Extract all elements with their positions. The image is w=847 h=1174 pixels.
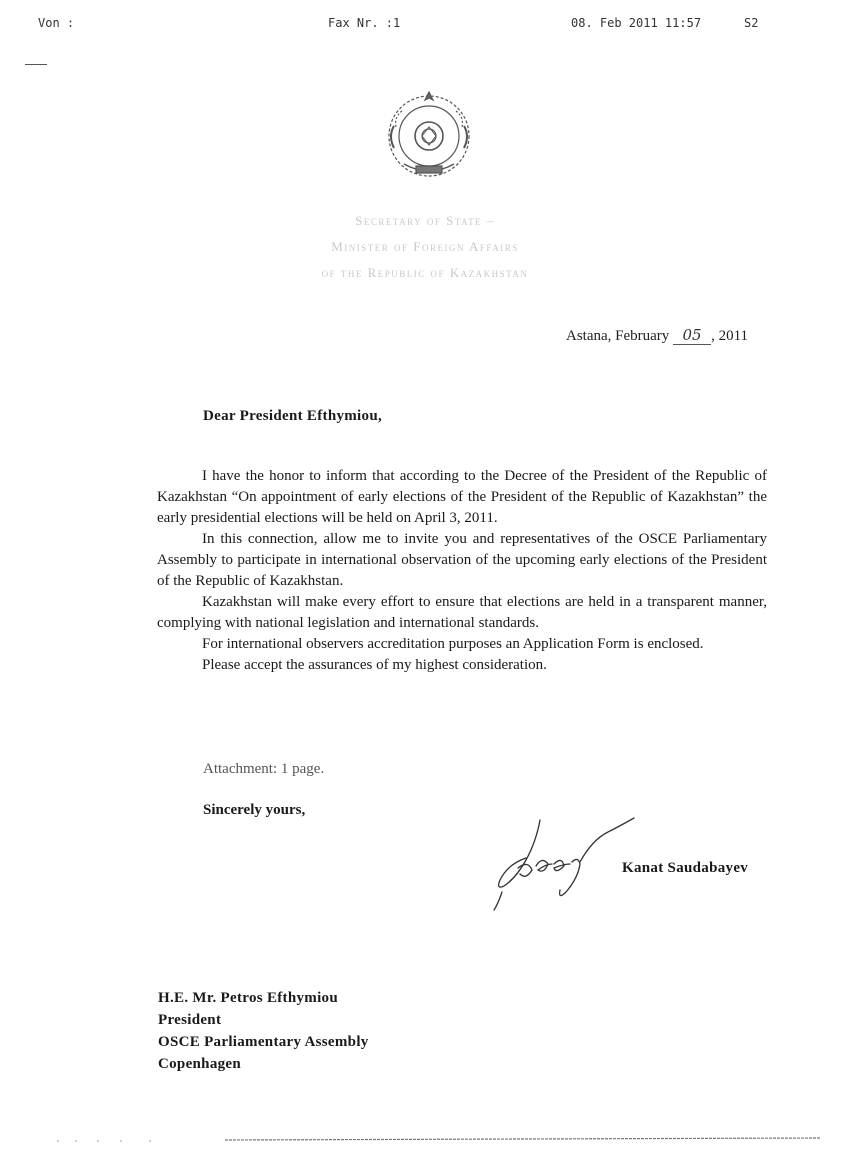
fax-noise	[0, 1132, 847, 1152]
fax-number: Fax Nr. :1	[328, 16, 401, 30]
closing: Sincerely yours,	[203, 802, 306, 818]
date-line	[566, 326, 748, 345]
letterhead	[240, 208, 610, 286]
address-line: President	[158, 1012, 222, 1028]
recipient-address	[158, 987, 369, 1075]
address-line: H.E. Mr. Petros Efthymiou	[158, 990, 338, 1006]
fax-from: Von :	[38, 16, 75, 30]
address-line: Copenhagen	[158, 1056, 242, 1072]
body-paragraph: For international observers accreditation purposes an Application Form is enclosed.	[202, 636, 704, 652]
signer-name: Kanat Saudabayev	[622, 860, 749, 876]
date-day-handwritten: 05	[673, 326, 711, 345]
date-year: , 2011	[711, 328, 749, 344]
body-paragraph: Please accept the assurances of my highest consideration.	[202, 657, 547, 673]
fax-page: S2	[744, 16, 759, 30]
salutation: Dear President Efthymiou,	[203, 408, 383, 424]
body-paragraph: Kazakhstan will make every effort to ensure that elections are held in a transparent manner, complying with national legislation and international standards.	[157, 594, 767, 631]
date-place-month: Astana, February	[566, 328, 670, 344]
state-emblem-icon	[382, 86, 476, 186]
letterhead-line: Minister of Foreign Affairs	[331, 239, 519, 254]
letterhead-line: Secretary of State –	[355, 213, 495, 228]
body-paragraph: I have the honor to inform that according to the Decree of the President of the Republic of Kazakhstan “On appointment of early elections of the President of the Republic of Kazakhstan” the early presidential elections will be held on April 3, 2011.	[157, 468, 767, 526]
letterhead-line: of the Republic of Kazakhstan	[321, 265, 529, 280]
letter-body	[157, 466, 767, 676]
fax-header	[0, 16, 847, 34]
attachment-note: Attachment: 1 page.	[203, 761, 325, 777]
body-paragraph: In this connection, allow me to invite you and representatives of the OSCE Parliamentary Assembly to participate in international observation of the upcoming early elections of the President of the Republic of Kazakhstan.	[157, 531, 767, 589]
fax-mark	[25, 64, 47, 65]
fax-timestamp: 08. Feb 2011 11:57	[571, 16, 702, 30]
address-line: OSCE Parliamentary Assembly	[158, 1034, 369, 1050]
signature-icon	[478, 812, 636, 916]
